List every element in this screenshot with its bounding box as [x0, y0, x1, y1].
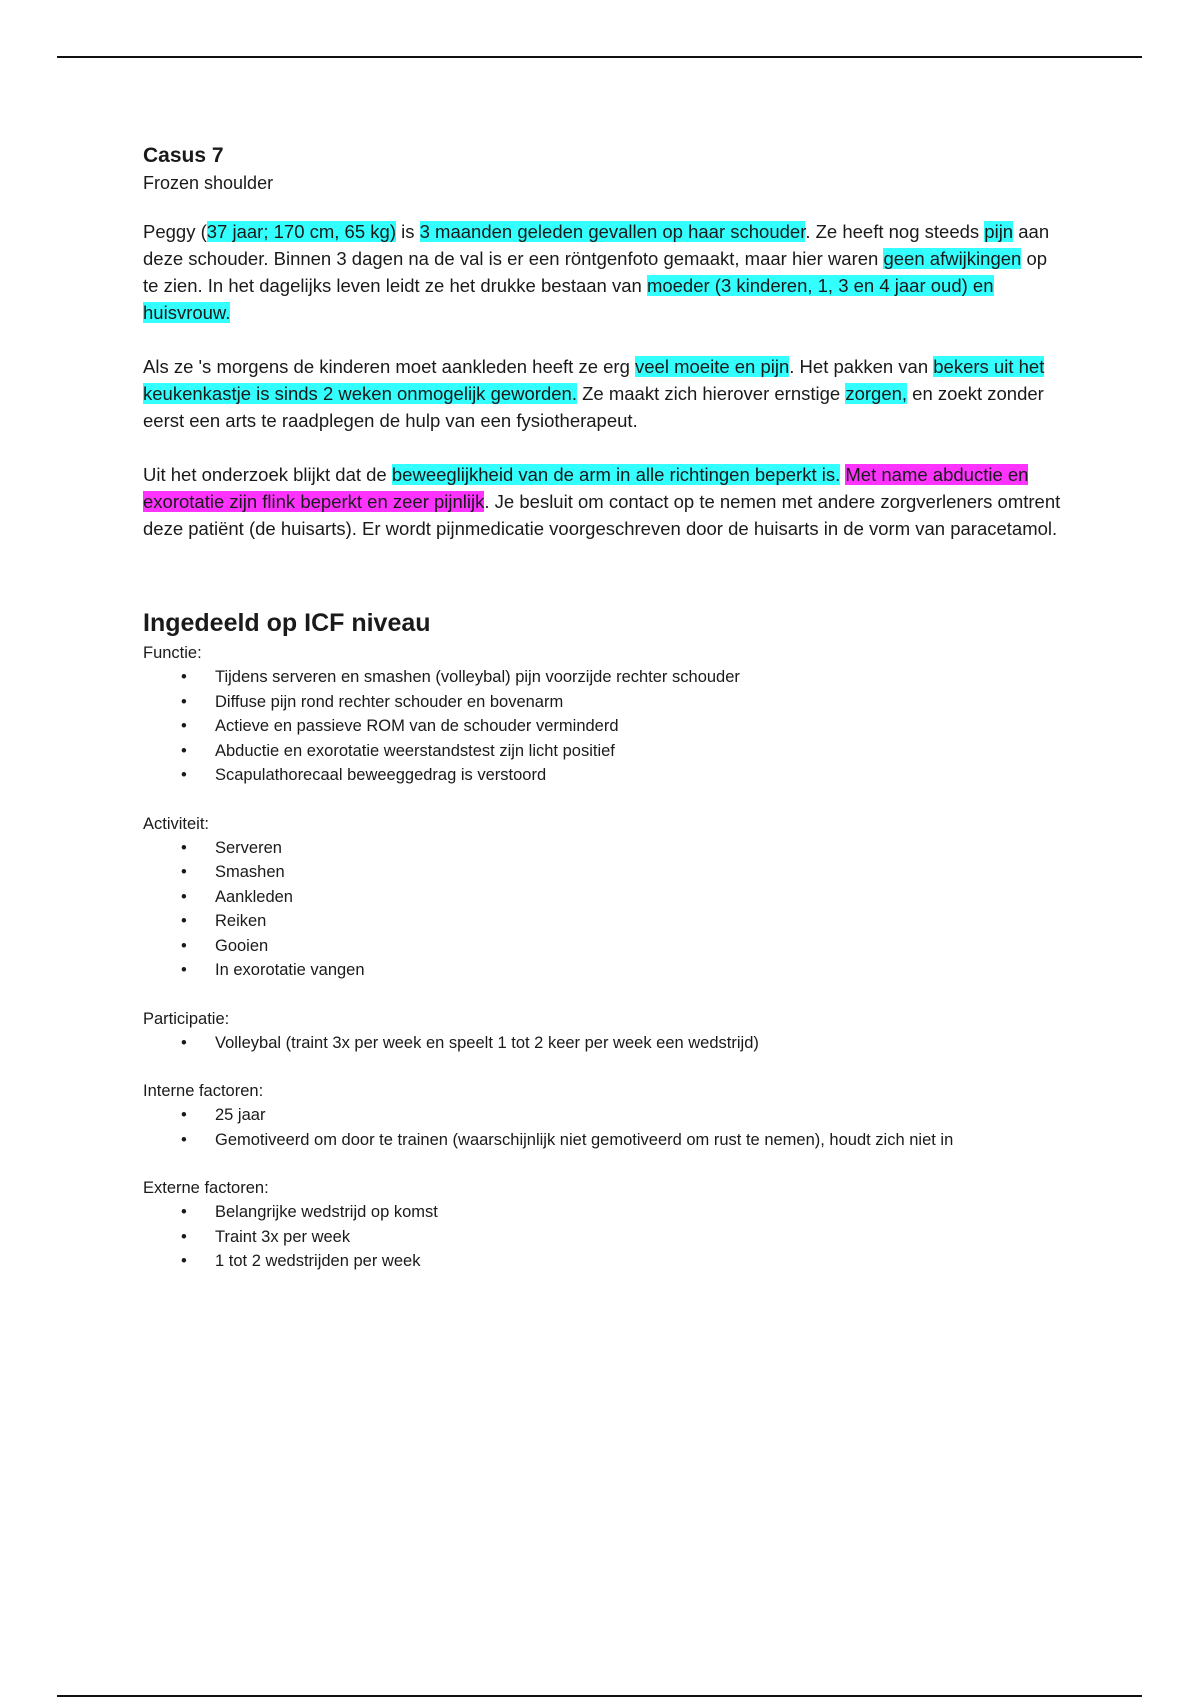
highlighted-text-cyan: zorgen, — [845, 383, 908, 404]
list-item — [143, 665, 1063, 690]
list-item-text: Diffuse pijn rond rechter schouder en bovenarm — [215, 692, 564, 711]
list-item-text: In exorotatie vangen — [215, 961, 365, 979]
list-item-text: Volleybal (traint 3x per week en speelt 1 tot 2 keer per week een wedstrijd) — [215, 1033, 759, 1052]
list-item — [143, 885, 1063, 910]
bullet-icon: • — [181, 936, 187, 955]
list-item — [143, 958, 1063, 983]
list-item — [143, 934, 1063, 959]
bullet-icon: • — [181, 1227, 187, 1246]
list-item — [143, 836, 1063, 861]
paragraph-text: is — [395, 221, 420, 242]
bullet-list — [143, 1200, 1063, 1274]
icf-group-label: Participatie: — [143, 1009, 230, 1028]
icf-group — [143, 1007, 1063, 1056]
list-item — [143, 714, 1063, 739]
paragraph-text: Peggy ( — [143, 221, 207, 242]
highlighted-text-cyan: 37 jaar; 170 cm, 65 kg) — [206, 221, 396, 242]
footer-rule — [57, 1695, 1142, 1697]
bullet-icon: • — [181, 1130, 187, 1149]
bullet-icon: • — [181, 838, 187, 857]
list-item-text: Aankleden — [215, 887, 293, 906]
icf-group-label: Functie: — [143, 644, 202, 662]
list-item — [143, 763, 1063, 788]
document-page — [143, 142, 1063, 1298]
list-item — [143, 909, 1063, 934]
list-item-text: Gooien — [215, 936, 269, 955]
list-item — [143, 1200, 1063, 1225]
icf-group-label: Activiteit: — [143, 814, 210, 833]
paragraph-text: en zoekt zonder eerst een arts te raadplegen de hulp van een fysiotherapeut. — [143, 383, 1044, 431]
icf-group-label: Externe factoren: — [143, 1179, 269, 1197]
list-item — [143, 1225, 1063, 1250]
case-paragraph — [143, 353, 1063, 434]
highlighted-text-cyan: 3 maanden geleden gevallen op haar schouder — [419, 221, 806, 242]
list-item-text: Serveren — [215, 838, 282, 857]
list-item-text: 25 jaar — [215, 1106, 266, 1124]
header-rule — [57, 56, 1142, 58]
bullet-list — [143, 836, 1063, 983]
list-item-text: Traint 3x per week — [215, 1227, 351, 1246]
icf-group-label: Interne factoren: — [143, 1082, 264, 1100]
bullet-icon: • — [181, 741, 187, 760]
highlighted-text-cyan: pijn — [984, 221, 1014, 242]
list-item — [143, 1249, 1063, 1274]
icf-group — [143, 1176, 1063, 1274]
list-item — [143, 1128, 1063, 1153]
paragraph-text: . Je besluit om contact op te nemen met andere zorgverleners omtrent deze patiënt (de huisarts). Er wordt pijnmedicatie voorgeschreven door de huisarts in de vorm van paracetamol. — [143, 491, 1061, 539]
icf-group — [143, 812, 1063, 983]
icf-classification — [143, 641, 1063, 1274]
list-item — [143, 1103, 1063, 1128]
highlighted-text-cyan: beweeglijkheid van de arm in alle richtingen beperkt is. — [391, 464, 841, 485]
bullet-icon: • — [181, 1033, 187, 1052]
highlighted-text-cyan: bekers uit het keukenkastje is sinds 2 weken onmogelijk geworden. — [143, 356, 1045, 404]
highlighted-text-cyan: moeder (3 kinderen, 1, 3 en 4 jaar oud) en huisvrouw. — [143, 275, 994, 323]
bullet-list — [143, 665, 1063, 788]
bullet-icon: • — [181, 668, 187, 686]
list-item-text: Reiken — [215, 912, 267, 930]
icf-heading: Ingedeeld op ICF niveau — [143, 609, 431, 637]
paragraph-text: . Ze heeft nog steeds — [805, 221, 985, 242]
highlighted-text-cyan: veel moeite en pijn — [635, 356, 790, 377]
bullet-icon: • — [181, 766, 187, 784]
bullet-icon: • — [181, 961, 187, 979]
bullet-icon: • — [181, 912, 187, 930]
list-item — [143, 739, 1063, 764]
list-item — [143, 1031, 1063, 1056]
bullet-icon: • — [181, 1252, 187, 1270]
bullet-icon: • — [181, 1106, 187, 1124]
paragraph-text: Als ze 's morgens de kinderen moet aankleden heeft ze erg — [143, 356, 636, 377]
list-item-text: Abductie en exorotatie weerstandstest zijn licht positief — [215, 741, 615, 760]
list-item-text: Actieve en passieve ROM van de schouder verminderd — [215, 717, 619, 735]
bullet-icon: • — [181, 887, 187, 906]
case-description — [143, 218, 1063, 542]
bullet-icon: • — [181, 1203, 187, 1221]
list-item-text: Scapulathorecaal beweeggedrag is verstoord — [215, 766, 547, 784]
list-item — [143, 860, 1063, 885]
case-subtitle: Frozen shoulder — [143, 173, 274, 193]
bullet-icon: • — [181, 692, 187, 711]
bullet-list — [143, 1031, 1063, 1056]
list-item-text: Tijdens serveren en smashen (volleybal) pijn voorzijde rechter schouder — [215, 668, 740, 686]
paragraph-text: Ze maakt zich hierover ernstige — [576, 383, 846, 404]
highlighted-text-cyan: geen afwijkingen — [883, 248, 1022, 269]
bullet-icon: • — [181, 863, 187, 881]
case-paragraph — [143, 461, 1063, 542]
highlighted-text-magenta: Met name abductie en exorotatie zijn flink beperkt en zeer pijnlijk — [143, 464, 1029, 512]
list-item-text: Gemotiveerd om door te trainen (waarschijnlijk niet gemotiveerd om rust te nemen), houdt zich niet in — [215, 1130, 954, 1149]
icf-group — [143, 641, 1063, 788]
list-item-text: Smashen — [215, 863, 285, 881]
paragraph-text: op te zien. In het dagelijks leven leidt ze het drukke bestaan van — [143, 248, 1048, 296]
icf-group — [143, 1079, 1063, 1152]
paragraph-text: aan deze schouder. Binnen 3 dagen na de val is er een röntgenfoto gemaakt, maar hier waren — [143, 221, 1050, 269]
case-title: Casus 7 — [143, 144, 224, 167]
list-item — [143, 690, 1063, 715]
bullet-icon: • — [181, 717, 187, 735]
paragraph-text: . Het pakken van — [789, 356, 934, 377]
bullet-list — [143, 1103, 1063, 1152]
paragraph-text: Uit het onderzoek blijkt dat de — [143, 464, 392, 485]
list-item-text: Belangrijke wedstrijd op komst — [215, 1203, 438, 1221]
case-paragraph — [143, 218, 1063, 326]
list-item-text: 1 tot 2 wedstrijden per week — [215, 1252, 421, 1270]
